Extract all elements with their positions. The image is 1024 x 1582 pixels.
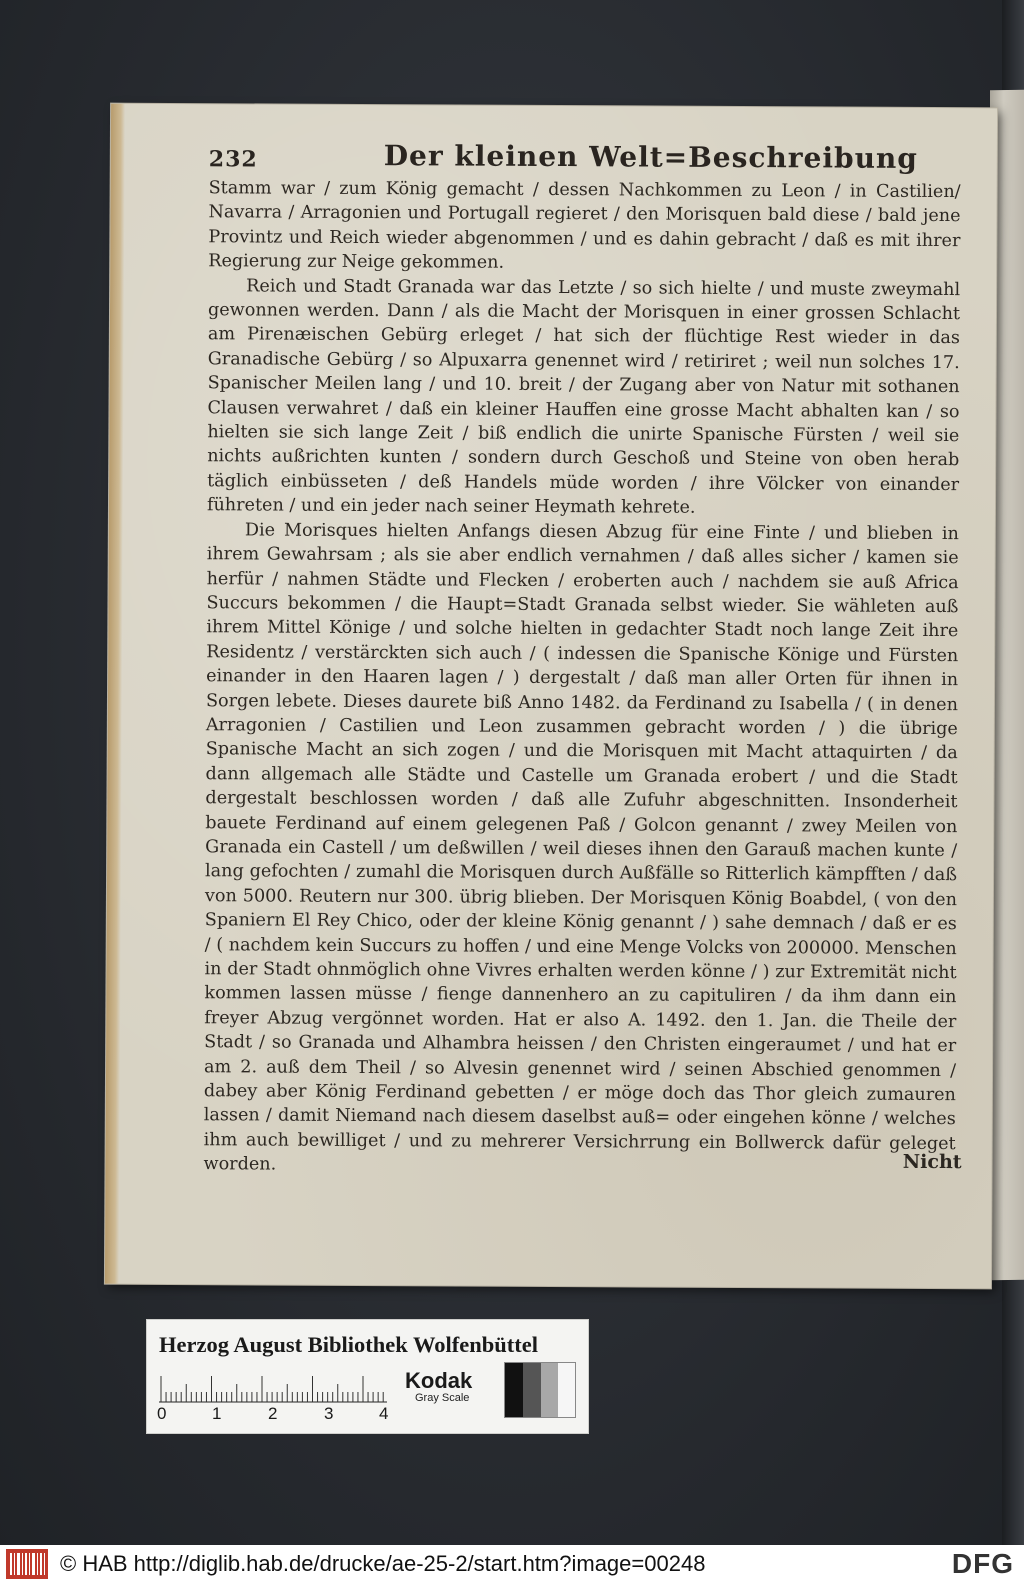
library-label-card	[146, 1319, 589, 1434]
paragraph: Stamm war / zum König gemacht / dessen Nachkommen zu Leon / in Castilien/ Navarra / Arragonien und Portugall regieret / den Morisquen bald diese / bald jene Provintz und Reich wieder abgenommen / und es dahin gebracht / daß es mit ihrer Regierung zur Neige gekommen.	[208, 178, 961, 273]
footer-bar	[0, 1545, 1024, 1582]
kodak-logo: Kodak	[405, 1368, 473, 1393]
dfg-logo: DFG	[951, 1548, 1014, 1579]
paragraph: Reich und Stadt Granada war das Letzte / so sich hielte / und muste zweymahl gewonnen werden. Dann / als die Macht der Morisquen in einer grossen Schlacht am Pirenæischen Gebürg erleget / hat sich der flüchtige Rest wieder in das Granadische Gebürg / so Alpuxarra genennet wird / retiriret ; weil nun solches 17. Spanischer Meilen lang / und 10. breit / der Zugang aber von Natur mit sothanen Clausen verwahret / daß ein kleiner Hauffen eine grosse Macht abhalten kan / so hielten sie sich lange Zeit / biß endlich die unirte Spanische Fürsten / weil sie nichts außrichten kunten / sondern durch Geschoß und Steine von oben herab täglich einbüsseten / deß Handels müde worden / ihre Völcker von einander führeten / und ein jeder nach seiner Heymath kehrete.	[206, 276, 961, 519]
ruler-numbers	[157, 1404, 397, 1426]
copyright-url[interactable]: © HAB http://diglib.hab.de/drucke/ae-25-2/start.htm?image=00248	[60, 1551, 706, 1576]
paragraph: Die Morisques hielten Anfangs diesen Abzug für eine Finte / und blieben in ihrem Gewahrsam ; als sie aber endlich vernahmen / daß alles sicher / kamen sie herfür / nahmen Städte und Flecken / eroberten auch / nachdem sie auß Africa Succurs bekommen / die Haupt=Stadt Granada selbst wieder. Sie wähleten auß ihrem Mittel Könige / und solche hielten in gedachter Stadt noch lange Zeit ihre Residentz / verstärckten sich auch / ( indessen die Spanische Könige und Fürsten einander in den Haaren lagen / ) dergestalt / daß man aller Orten für ihnen in Sorgen lebete. Dieses daurete biß Anno 1482. da Ferdinand zu Isabella / ( in denen Arragonien / Castilien und Leon zusammen gebracht worden / ) die übrige Spanische Macht an sich zogen / und die Morisquen mit Macht attaquirten / da dann allgemach alle Städte und Castelle um Granada erobert / und die Stadt dergestalt beschlossen worden / daß alle Zufuhr abgeschnitten. Insonderheit bauete Ferdinand auf einem gelegenen Paß / Golcon genannt / zwey Meilen von Granada ein Castell / um deßwillen / weil dieses ihnen den Garauß machen kunte / lang gefochten / zumahl die Morisquen durch Außfälle so Ritterlich kämpfften / daß von 5000. Reutern nur 300. übrig blieben. Der Morisquen König Boabdel, ( von den Spaniern El Rey Chico, oder der kleine König genannt / ) sahe demnach / daß er es / ( nachdem kein Succurs zu hoffen / und eine Menge Volcks von 200000. Menschen in der Stadt ohnmöglich ohne Vivres erhalten werden könne / ) zur Extremität nicht kommen lassen müsse / fienge dannenhero an zu capituliren / da ihm dann ein freyer Abzug vergönnet worden. Hat er also A. 1492. den 1. Jan. die Theile der Stadt / so Granada und Alhambra heissen / den Christen eingeraumet / und hat er am 2. auß dem Theil / so Alvesin genennet wird / seinen Abschied genommen / dabey aber König Ferdinand gebetten / er möge doch das Thor gleich zumauren lassen / damit Niemand nach diesem daselbst auß= oder eingehen könne / welches ihm auch bewilliget / und zu mehrerer Versichrrung ein Bollwerck dafür geleget worden.	[203, 520, 959, 1175]
catchword: Nicht	[902, 1150, 962, 1174]
ruler-number: 2	[268, 1404, 278, 1423]
ruler-number: 4	[379, 1404, 389, 1423]
kodak-subtitle: Gray Scale	[415, 1392, 470, 1404]
library-name: Herzog August Bibliothek Wolfenbüttel	[159, 1332, 538, 1357]
barcode-icon	[6, 1549, 48, 1579]
grayscale-patch	[504, 1362, 576, 1418]
running-title: Der kleinen Welt=Beschreibung	[383, 139, 918, 175]
body-text	[203, 176, 960, 1181]
page-number: 232	[208, 146, 258, 173]
ruler-number: 3	[324, 1404, 334, 1423]
ruler-number: 1	[212, 1404, 222, 1423]
book-page	[105, 104, 997, 1289]
page-header	[209, 138, 969, 182]
ruler-number: 0	[157, 1404, 167, 1423]
